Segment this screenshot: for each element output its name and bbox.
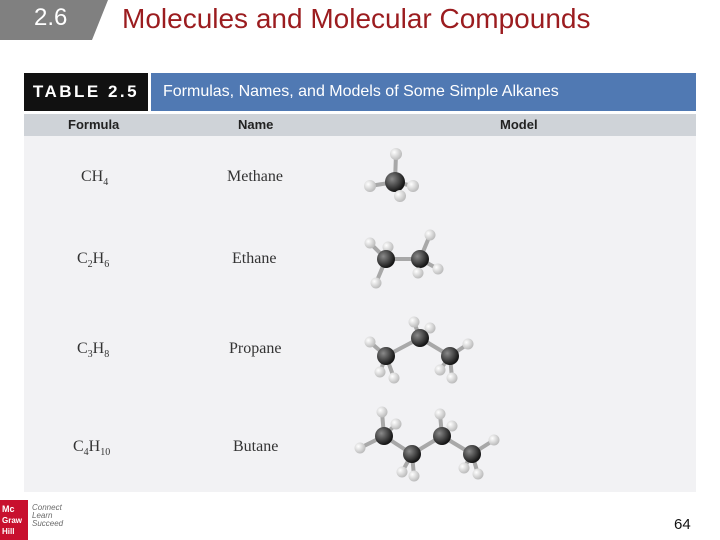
svg-text:Hill: Hill (2, 527, 15, 536)
name-propane: Propane (229, 340, 282, 357)
column-header-name: Name (238, 117, 274, 132)
column-header-formula: Formula (68, 117, 120, 132)
logo-tagline (32, 504, 63, 528)
formula-methane: $CH_4$ (81, 168, 109, 189)
page-number: 64 (674, 516, 691, 533)
propane-model (358, 308, 478, 388)
formula-butane: $C_4H_{10}$ (73, 438, 111, 459)
table-caption: Formulas, Names, and Models of Some Simple Alkanes (151, 73, 696, 111)
table-label: TABLE 2.5 (24, 73, 148, 111)
name-butane: Butane (233, 438, 279, 455)
svg-text:Graw: Graw (2, 516, 23, 525)
formula-ethane: $C_2H_6$ (77, 250, 110, 271)
methane-model (355, 142, 435, 208)
column-header-model: Model (500, 117, 538, 132)
name-ethane: Ethane (232, 250, 277, 267)
butane-model (352, 402, 507, 486)
mcgraw-hill-logo (0, 500, 28, 540)
logo-tagline-connect: Connect (32, 503, 62, 512)
column-header-row (24, 114, 696, 136)
name-methane: Methane (227, 168, 283, 185)
svg-text:Mc: Mc (2, 504, 15, 514)
slide-title: Molecules and Molecular Compounds (122, 3, 591, 34)
ethane-model (358, 225, 448, 293)
logo-tagline-learn: Learn (32, 511, 53, 520)
formula-propane: $C_3H_8$ (77, 340, 110, 361)
logo-tagline-succeed: Succeed (32, 519, 64, 528)
section-number: 2.6 (34, 4, 68, 31)
section-badge (0, 0, 108, 40)
